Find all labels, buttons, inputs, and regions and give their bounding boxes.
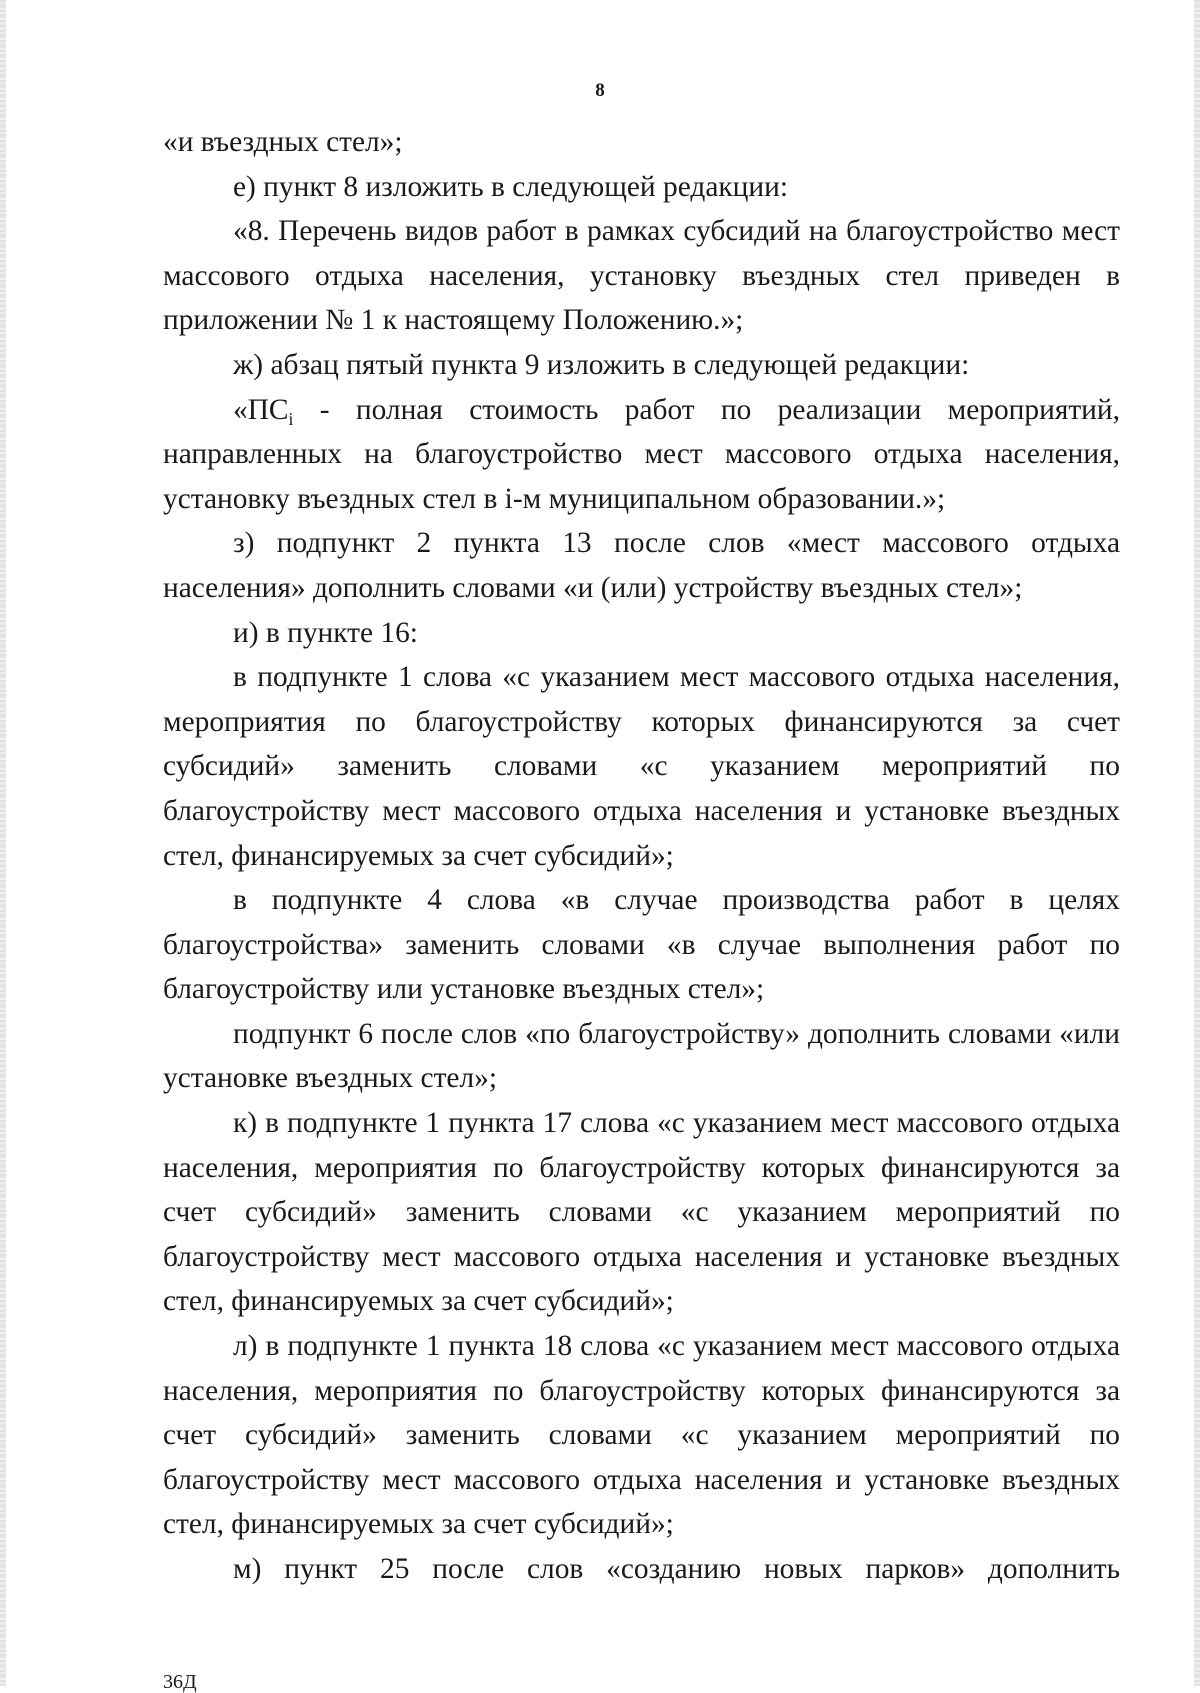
document-body [163,120,1120,1592]
page-number: 8 [595,80,605,101]
paragraph-quote-item-8: «8. Перечень видов работ в рамках субсидий на благоустройство мест массового отдыха населения, установку въездных стел приведен в приложении № 1 к настоящему Положению.»; [163,215,1120,337]
paragraph-item-k: к) в подпункте 1 пункта 17 слова «с указанием мест массового отдыха населения, мероприятия по благоустройству которых финансируются за счет субсидий» заменить словами «с указанием мероприятий по благоустройству мест массового отдыха населения и установке въездных стел, финансируемых за счет субсидий»; [163,1107,1120,1318]
paragraph-item-z: з) подпункт 2 пункта 13 после слов «мест массового отдыха населения» дополнить словами «и (или) устройству въездных стел»; [163,527,1120,604]
paragraph-item-l: л) в подпункте 1 пункта 18 слова «с указанием мест массового отдыха населения, мероприятия по благоустройству которых финансируются за счет субсидий» заменить словами «с указанием мероприятий по благоустройству мест массового отдыха населения и установке въездных стел, финансируемых за счет субсидий»; [163,1330,1120,1541]
paragraph-item-m: м) пункт 25 после слов «созданию новых парков» дополнить [233,1553,1120,1585]
paragraph-item-e: е) пункт 8 изложить в следующей редакции: [233,170,788,203]
footer-code: 36Д [163,1671,197,1693]
ps-subscript: i [288,408,294,429]
ps-definition: - полная стоимость работ по реализации мероприятий, направленных на благоустройство мест массового отдыха населения, установку въездных стел в i-м муниципальном образовании.»; [163,393,1120,515]
paragraph-subitem-1: в подпункте 1 слова «с указанием мест массового отдыха населения, мероприятия по благоустройству которых финансируются за счет субсидий» заменить словами «с указанием мероприятий по благоустройству мест массового отдыха населения и установке въездных стел, финансируемых за счет субсидий»; [163,661,1120,872]
paragraph-quote-ps [163,388,1120,522]
paragraph-continuation: «и въездных стел»; [163,126,403,158]
paragraph-subitem-6: подпункт 6 после слов «по благоустройству» дополнить словами «или установке въездных стел»; [163,1017,1120,1095]
paragraph-item-i: и) в пункте 16: [233,616,418,649]
ps-prefix: «ПС [233,393,289,426]
scan-edge-right [1194,0,1200,1686]
paragraph-item-zh: ж) абзац пятый пункта 9 изложить в следующей редакции: [233,348,970,381]
scan-edge-left [0,0,6,1686]
paragraph-subitem-4: в подпункте 4 слова «в случае производства работ в целях благоустройства» заменить словами «в случае выполнения работ по благоустройству или установке въездных стел»; [163,884,1120,1006]
